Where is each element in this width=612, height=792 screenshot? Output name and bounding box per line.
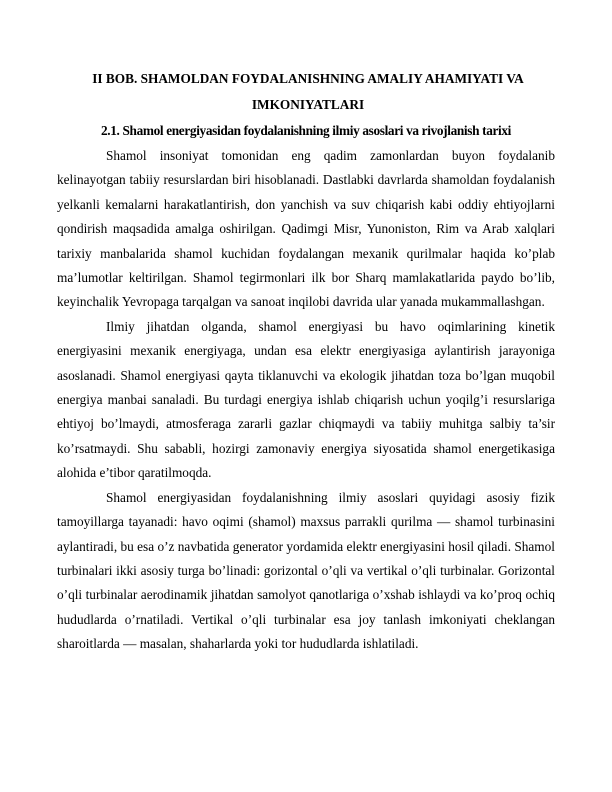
paragraph-history: Shamol insoniyat tomonidan eng qadim zamonlardan buyon foydalanib kelinayotgan tabiiy resurslardan biri hisoblanadi. Dastlabki davrlarda shamoldan foydalanish yelkanli kemalarni harakatlantirish, don yanchish va suv chiqarish kabi oddiy ehtiyojlarni qondirish maqsadida amalga oshirilgan. Qadimgi Misr, Yunoniston, Rim va Arab xalqlari tarixiy manbalarida shamol kuchidan foydalangan mexanik qurilmalar haqida ko’plab ma’lumotlar keltirilgan. Shamol tegirmonlari ilk bor Sharq mamlakatlarida paydo bo’lib, keyinchalik Yevropaga tarqalgan va sanoat inqilobi davrida ular yanada mukammallashgan. [57,148,555,310]
chapter-title: II BOB. SHAMOLDAN FOYDALANISHNING AMALIY AHAMIYATI VA IMKONIYATLARI [92,71,524,112]
paragraph-scientific-basis: Ilmiy jihatdan olganda, shamol energiyasi bu havo oqimlarining kinetik energiyasini mexanik energiyaga, undan esa elektr energiyasiga aylantirish jarayoniga asoslanadi. Shamol energiyasi qayta tiklanuvchi va ekologik jihatdan toza bo’lgan muqobil energiya manbai sanaladi. Bu turdagi energiya ishlab chiqarish uchun yoqilg’i resurslariga ehtiyoj bo’lmaydi, atmosferaga zararli gazlar chiqmaydi va tabiiy muhitga salbiy ta’sir ko’rsatmaydi. Shu sababli, hozirgi zamonaviy energiya siyosatida shamol energetikasiga alohida e’tibor qaratilmoqda. [57,318,555,481]
paragraph-turbine-principles: Shamol energiyasidan foydalanishning ilmiy asoslari quyidagi asosiy fizik tamoyillarga tayanadi: havo oqimi (shamol) maxsus parrakli qurilma — shamol turbinasini aylantiradi, bu esa o’z navbatida generator yordamida elektr energiyasini hosil qiladi. Shamol turbinalari ikki asosiy turga bo’linadi: gorizontal o’qli va vertikal o’qli turbinalar. Gorizontal o’qli turbinalar aerodinamik jihatdan samolyot qanotlariga o’xshab ishlaydi va ko’proq ochiq hududlarda o’rnatiladi. Vertikal o’qli turbinalar esa joy tanlash imkoniyati cheklangan sharoitlarda — masalan, shaharlarda yoki tor hududlarda ishlatiladi. [57,489,555,652]
section-title: 2.1. Shamol energiyasidan foydalanishning ilmiy asoslari va rivojlanish tarixi [100,123,512,138]
page-content [57,66,555,657]
